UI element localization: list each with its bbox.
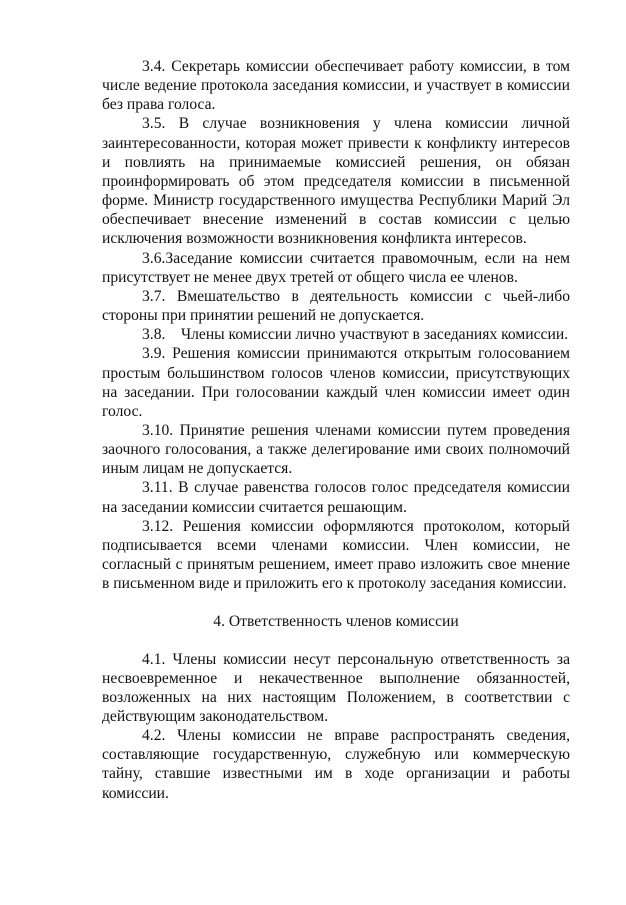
paragraph-3-6: 3.6.Заседание комиссии считается правомочным, если на нем присутствует не менее двух третей от общего числа ее членов. [102,249,570,286]
paragraph-3-11: 3.11. В случае равенства голосов голос председателя комиссии на заседании комиссии считается решающим. [102,479,570,516]
paragraph-3-10: 3.10. Принятие решения членами комиссии путем проведения заочного голосования, а также делегирование ими своих полномочий иным лицам не допускается. [102,421,570,478]
paragraph-3-4: 3.4. Секретарь комиссии обеспечивает работу комиссии, в том числе ведение протокола заседания комиссии, и участвует в комиссии без права голоса. [102,58,570,114]
document-body [102,57,570,803]
paragraph-3-7: 3.7. Вмешательство в деятельность комиссии с чьей-либо стороны при принятии решений не допускается. [102,287,570,325]
paragraph-4-1: 4.1. Члены комиссии несут персональную ответственность за несвоевременное и некачественное выполнение обязанностей, возложенных на них настоящим Положением, в соответствии с действующим законодательством. [102,650,570,725]
paragraph-3-12: 3.12. Решения комиссии оформляются протоколом, который подписывается всеми членами комиссии. Член комиссии, не согласный с принятым решением, имеет право изложить свое мнение в письменном виде и приложить его к протоколу заседания комиссии. [102,517,570,593]
paragraph-3-8: 3.8. Члены комиссии лично участвуют в заседаниях комиссии. [142,326,569,344]
paragraph-3-5: 3.5. В случае возникновения у члена комиссии личной заинтересованности, которая может привести к конфликту интересов и повлиять на принимаемые комиссией решения, он обязан проинформировать об этом председателя комиссии в письменной форме. Министр государственного имущества Республики Марий Эл обеспечивает внесение изменений в состав комиссии с целью исключения возможности возникновения конфликта интересов. [102,115,570,248]
paragraph-4-2: 4.2. Члены комиссии не вправе распространять сведения, составляющие государственную, служебную или коммерческую тайну, ставшие известными им в ходе организации и работы комиссии. [102,727,570,802]
paragraph-3-9: 3.9. Решения комиссии принимаются открытым голосованием простым большинством голосов членов комиссии, присутствующих на заседании. При голосовании каждый член комиссии имеет один голос. [102,345,570,420]
section-4-heading: 4. Ответственность членов комиссии [213,613,459,631]
